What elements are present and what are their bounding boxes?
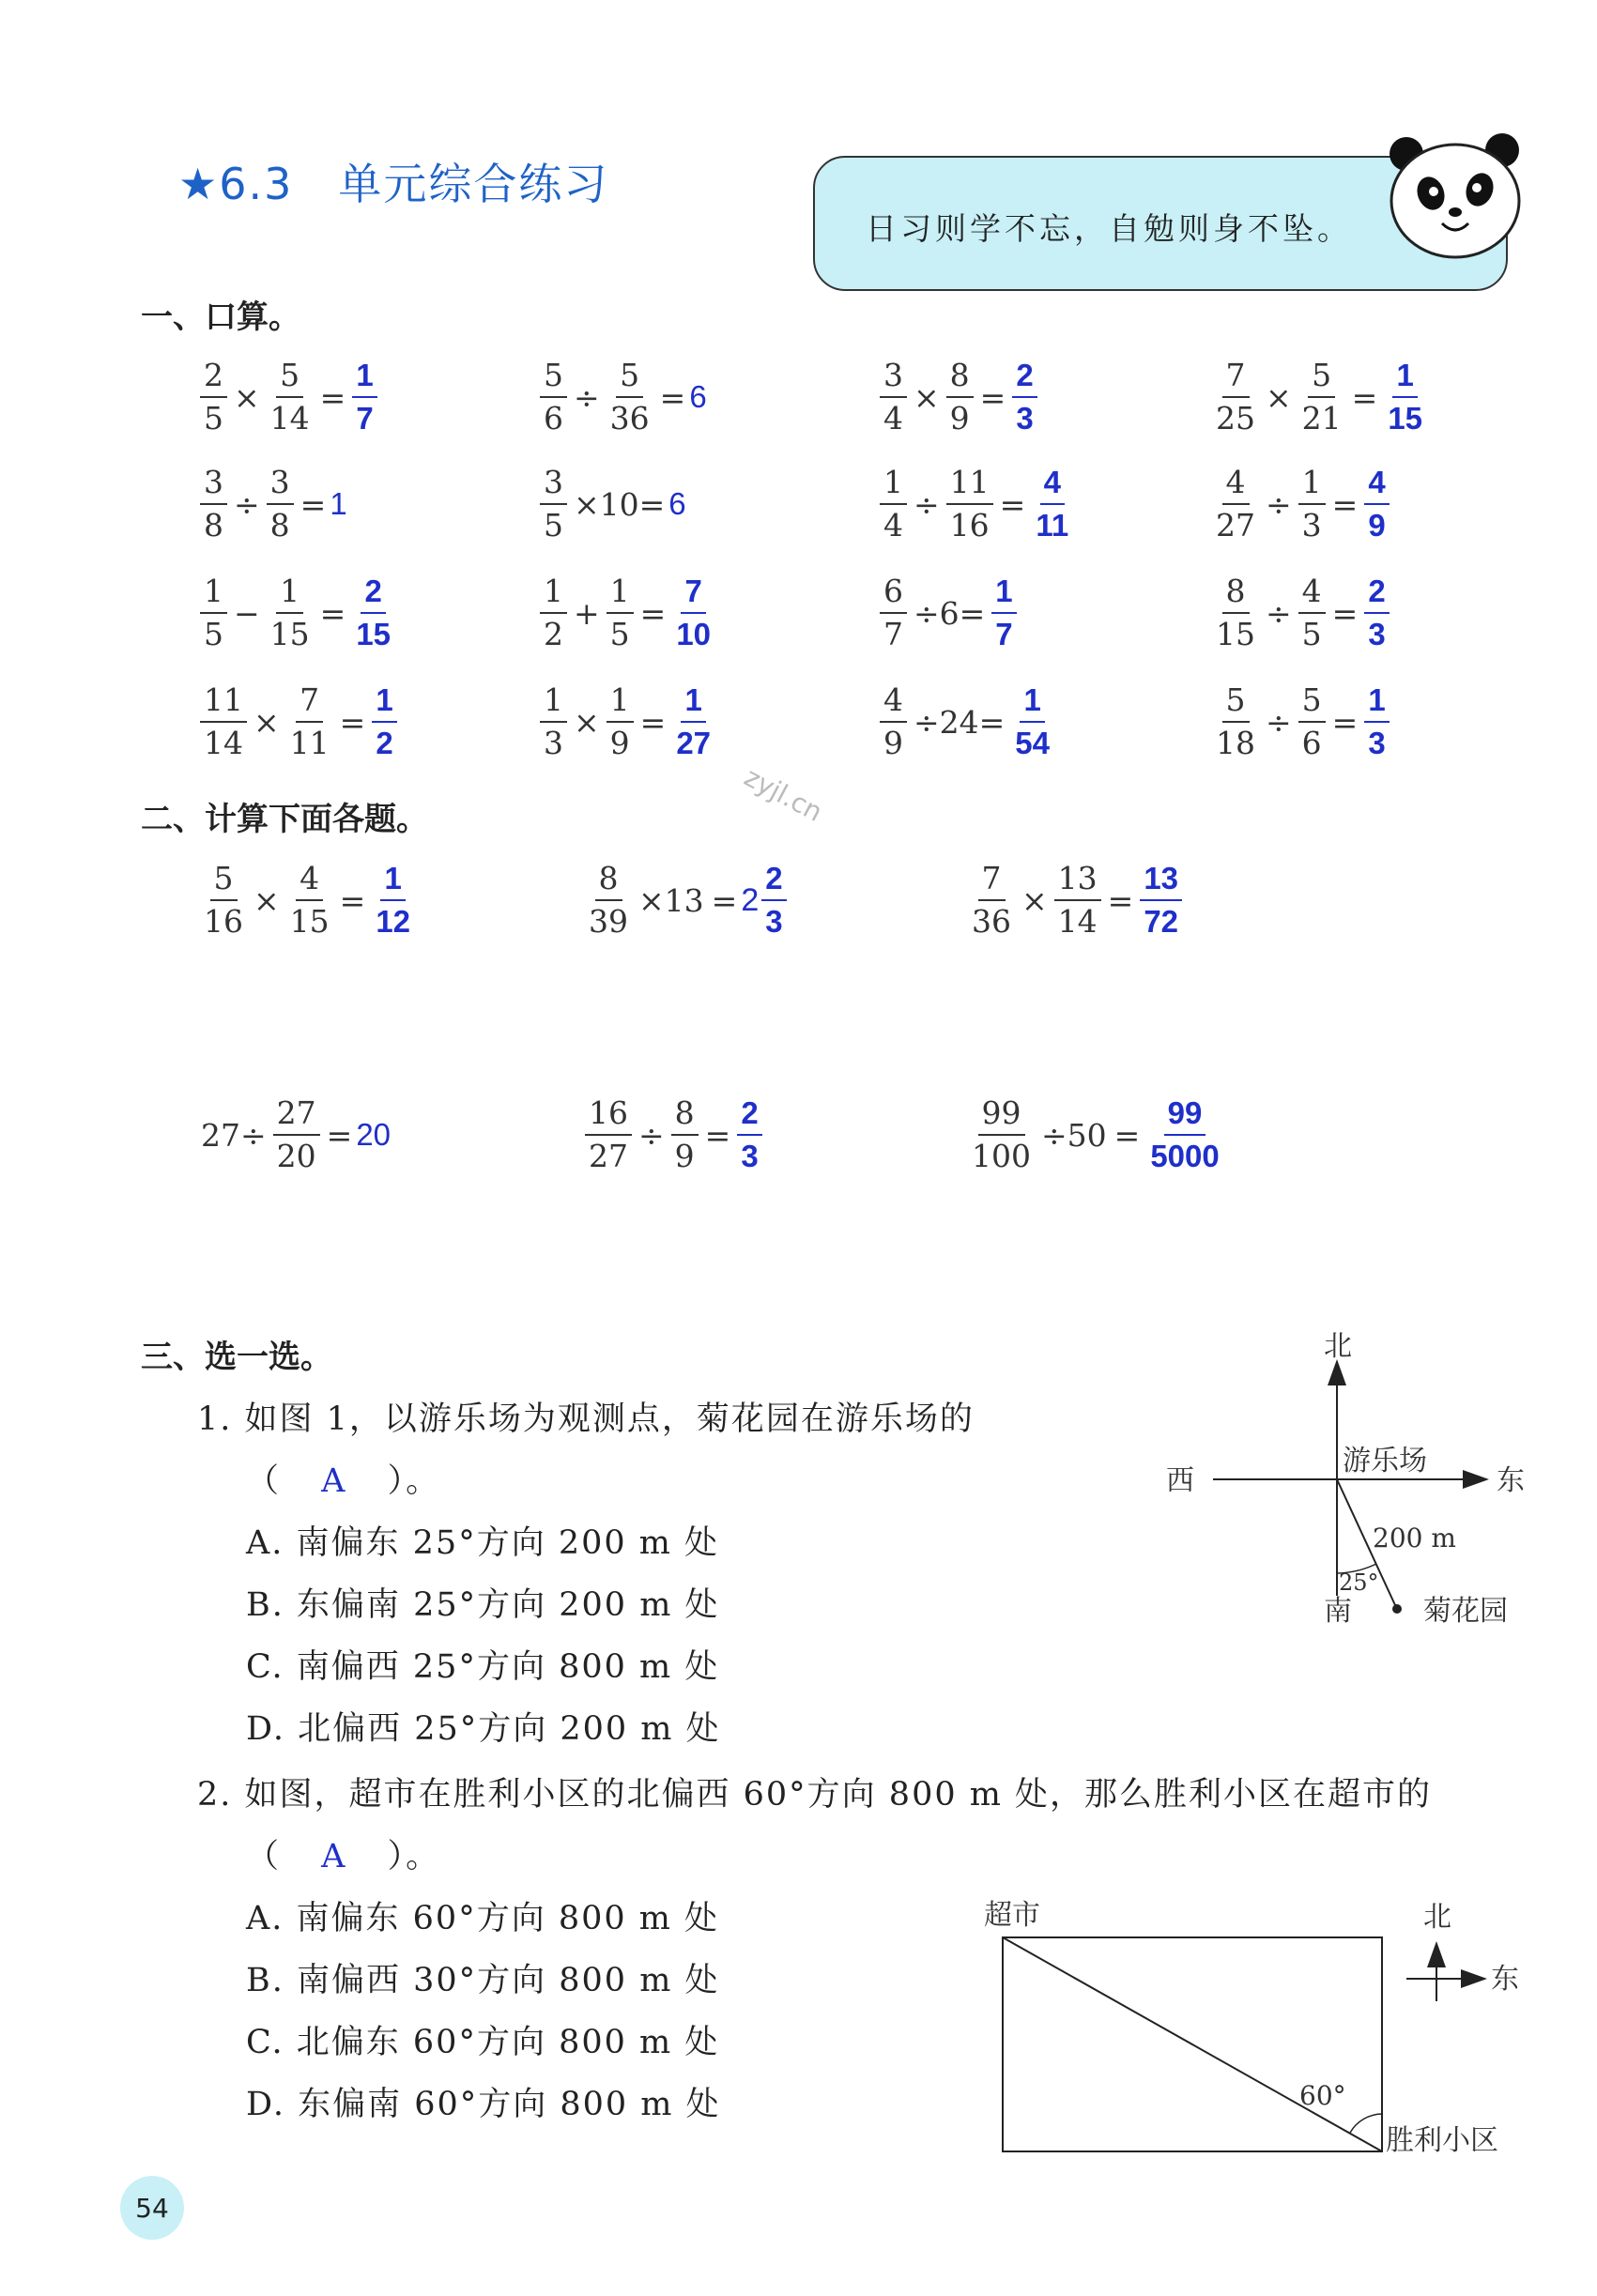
label-center: 游乐场 <box>1343 1445 1427 1477</box>
denominator: 7 <box>883 616 903 652</box>
numerator: 3 <box>880 355 907 398</box>
denominator: 16 <box>949 507 990 543</box>
numerator: 4 <box>880 680 907 723</box>
denominator: 14 <box>204 725 243 761</box>
numerator: 4 <box>1298 571 1326 614</box>
answer-fraction <box>737 1093 761 1177</box>
answer-fraction <box>372 680 396 764</box>
denominator: 9 <box>1368 508 1386 543</box>
label-angle2: 60° <box>1299 2080 1346 2111</box>
operator: ÷6= <box>914 594 986 632</box>
q1-option-c: C. 南偏西 25°方向 800 m 处 <box>246 1648 720 1686</box>
fraction <box>540 571 567 655</box>
fraction <box>1212 571 1259 655</box>
denominator: 5 <box>204 616 223 652</box>
page-title: ★6.3 单元综合练习 <box>178 159 609 209</box>
operator: ×10= <box>574 485 666 523</box>
fraction <box>200 680 247 764</box>
numerator: 1 <box>540 571 567 614</box>
numerator: 2 <box>361 571 385 614</box>
fraction <box>607 571 634 655</box>
target-point <box>1392 1604 1402 1614</box>
operator: = <box>1351 378 1378 416</box>
fraction <box>607 680 634 764</box>
operator: = <box>704 1116 731 1154</box>
fraction <box>880 571 907 655</box>
fraction <box>286 858 333 942</box>
numerator: 4 <box>1040 462 1065 505</box>
q1-compass-figure <box>1155 1314 1549 1652</box>
fraction <box>1298 462 1326 546</box>
numerator: 8 <box>671 1093 699 1136</box>
answer-fraction <box>991 571 1016 655</box>
fraction <box>880 355 907 439</box>
motto-text: 日习则学不忘，自勉则身不坠。 <box>866 210 1352 247</box>
numerator: 27 <box>273 1093 320 1136</box>
fraction <box>273 1093 320 1177</box>
numerator: 2 <box>761 858 786 901</box>
equation <box>1209 355 1429 439</box>
numerator: 99 <box>978 1093 1025 1136</box>
operator: = <box>326 1116 353 1154</box>
q2-option-d: D. 东偏南 60°方向 800 m 处 <box>246 2086 721 2123</box>
operator: × <box>1021 881 1048 919</box>
denominator: 5 <box>204 400 223 436</box>
page-number-badge <box>120 2176 184 2240</box>
label-west: 西 <box>1166 1464 1194 1497</box>
operator: × <box>253 703 280 741</box>
operator: = <box>659 378 686 416</box>
numerator: 6 <box>880 571 907 614</box>
fraction <box>880 462 907 546</box>
section2-heading: 二、计算下面各题。 <box>141 801 428 838</box>
numerator: 5 <box>1222 680 1250 723</box>
denominator: 54 <box>1015 726 1051 760</box>
q2-option-b: B. 南偏西 30°方向 800 m 处 <box>246 1962 720 1999</box>
denominator: 15 <box>356 617 392 651</box>
denominator: 6 <box>544 400 563 436</box>
numerator: 8 <box>595 858 622 901</box>
numerator: 1 <box>607 680 634 723</box>
fraction <box>585 858 632 942</box>
operator: + <box>574 594 600 632</box>
denominator: 8 <box>269 507 290 543</box>
fraction <box>200 462 227 546</box>
numerator: 8 <box>946 355 974 398</box>
numerator: 8 <box>1222 571 1250 614</box>
operator: = <box>1331 594 1359 632</box>
equation <box>1209 462 1392 546</box>
label-north: 北 <box>1324 1330 1352 1363</box>
denominator: 4 <box>883 400 903 436</box>
denominator: 100 <box>972 1138 1031 1174</box>
numerator: 13 <box>1140 858 1182 901</box>
denominator: 3 <box>765 904 783 939</box>
answer-fraction <box>672 571 714 655</box>
denominator: 18 <box>1216 725 1255 761</box>
operator: = <box>339 881 366 919</box>
denominator: 15 <box>269 616 310 652</box>
operator: = <box>339 703 366 741</box>
watermark: zyjl.cn <box>739 761 828 828</box>
operator: = <box>1107 881 1134 919</box>
answer-fraction <box>1146 1093 1222 1177</box>
numerator: 3 <box>267 462 294 505</box>
equation <box>537 680 717 764</box>
numerator: 5 <box>210 858 238 901</box>
denominator: 12 <box>376 904 411 939</box>
label-east2: 东 <box>1491 1963 1519 1996</box>
fraction <box>946 355 974 439</box>
fraction <box>540 680 567 764</box>
denominator: 39 <box>589 903 628 940</box>
fraction <box>607 355 653 439</box>
equation <box>197 858 417 942</box>
operator: = <box>299 485 327 523</box>
numerator: 1 <box>1020 680 1044 723</box>
denominator: 16 <box>204 903 243 940</box>
denominator: 5000 <box>1150 1139 1220 1173</box>
equation <box>197 462 347 546</box>
answer-value: 1 <box>330 486 347 521</box>
numerator: 1 <box>276 571 303 614</box>
answer-fraction <box>372 858 414 942</box>
equation <box>877 571 1020 655</box>
numerator: 4 <box>1364 462 1389 505</box>
fraction <box>968 858 1015 942</box>
numerator: 2 <box>200 355 227 398</box>
numerator: 1 <box>372 680 396 723</box>
operator: ÷ <box>1266 485 1292 523</box>
answer-value: 6 <box>689 379 707 414</box>
operator: ÷24= <box>914 703 1006 741</box>
equation <box>877 462 1075 546</box>
denominator: 15 <box>289 903 330 940</box>
denominator: 36 <box>972 903 1011 940</box>
section1-heading: 一、口算。 <box>141 298 300 336</box>
numerator: 5 <box>1298 680 1326 723</box>
panda-icon <box>1380 131 1530 263</box>
equation <box>965 1093 1226 1177</box>
denominator: 21 <box>1301 400 1342 436</box>
equation <box>197 1093 391 1177</box>
fraction <box>1212 462 1259 546</box>
fraction <box>267 571 314 655</box>
answer-fraction <box>761 858 786 942</box>
denominator: 20 <box>276 1138 316 1174</box>
denominator: 27 <box>676 726 712 760</box>
operator: × <box>914 378 940 416</box>
denominator: 2 <box>544 616 563 652</box>
equation <box>537 462 686 546</box>
q1-option-a: A. 南偏东 25°方向 200 m 处 <box>246 1524 720 1562</box>
denominator: 9 <box>883 725 903 761</box>
numerator: 4 <box>1222 462 1250 505</box>
fraction <box>1212 355 1259 439</box>
numerator: 99 <box>1164 1093 1206 1136</box>
numerator: 4 <box>296 858 323 901</box>
fraction <box>1298 571 1326 655</box>
numerator: 11 <box>946 462 993 505</box>
denominator: 9 <box>674 1138 695 1174</box>
operator: × <box>574 703 600 741</box>
fraction <box>267 462 294 546</box>
equation <box>582 858 790 942</box>
denominator: 8 <box>204 507 223 543</box>
numerator: 1 <box>607 571 634 614</box>
answer-fraction <box>1011 680 1053 764</box>
denominator: 9 <box>949 400 970 436</box>
operator: ÷ <box>914 485 940 523</box>
numerator: 3 <box>200 462 227 505</box>
route-line <box>1003 1937 1382 2151</box>
operator: = <box>1331 703 1359 741</box>
q2-option-c: C. 北偏东 60°方向 800 m 处 <box>246 2024 720 2061</box>
answer-fraction <box>1364 680 1389 764</box>
answer-fraction <box>1012 355 1037 439</box>
numerator: 13 <box>1054 858 1101 901</box>
label-community: 胜利小区 <box>1386 2124 1498 2157</box>
numerator: 7 <box>681 571 705 614</box>
operator: = <box>639 594 667 632</box>
numerator: 5 <box>540 355 567 398</box>
fraction <box>585 1093 632 1177</box>
denominator: 72 <box>1144 904 1179 939</box>
fraction <box>200 858 247 942</box>
answer-fraction <box>1140 858 1182 942</box>
denominator: 5 <box>609 616 630 652</box>
numerator: 1 <box>1364 680 1389 723</box>
denominator: 3 <box>741 1139 759 1173</box>
numerator: 1 <box>540 680 567 723</box>
denominator: 6 <box>1301 725 1322 761</box>
denominator: 11 <box>1036 508 1069 543</box>
fraction <box>1298 355 1345 439</box>
label-supermarket: 超市 <box>984 1899 1040 1932</box>
answer-fraction <box>672 680 714 764</box>
denominator: 14 <box>1057 903 1098 940</box>
q2-option-a: A. 南偏东 60°方向 800 m 处 <box>246 1900 720 1937</box>
denominator: 11 <box>289 725 330 761</box>
denominator: 3 <box>1368 726 1386 760</box>
q1-option-d: D. 北偏西 25°方向 200 m 处 <box>246 1710 721 1748</box>
numerator: 1 <box>880 462 907 505</box>
q2-answer: A <box>321 1838 347 1875</box>
operator: ÷ <box>234 485 260 523</box>
operator: = <box>319 378 346 416</box>
fraction <box>880 680 907 764</box>
operator: = <box>999 485 1026 523</box>
equation <box>1209 571 1392 655</box>
equation <box>1209 680 1392 764</box>
operator: ÷ <box>1266 703 1292 741</box>
label-angle: 25° <box>1339 1569 1379 1596</box>
denominator: 4 <box>883 507 903 543</box>
numerator: 5 <box>616 355 643 398</box>
equation <box>197 355 380 439</box>
equation <box>582 1093 765 1177</box>
numerator: 1 <box>1298 462 1326 505</box>
operator: 27÷ <box>201 1116 267 1154</box>
q2-blank: （ A ）。 <box>246 1838 441 1875</box>
operator: = <box>1331 485 1359 523</box>
numerator: 5 <box>1308 355 1335 398</box>
fraction <box>200 571 227 655</box>
page-number: 54 <box>135 2192 169 2224</box>
answer-fraction <box>1032 462 1072 546</box>
section3-heading: 三、选一选。 <box>141 1339 332 1376</box>
answer-value: 6 <box>668 486 686 521</box>
equation <box>197 680 400 764</box>
equation <box>877 355 1040 439</box>
answer-fraction <box>352 571 394 655</box>
numerator: 1 <box>1392 355 1417 398</box>
fraction <box>540 462 567 546</box>
operator: ×13 <box>638 881 704 919</box>
operator: = <box>639 703 667 741</box>
denominator: 3 <box>1368 617 1386 651</box>
fraction <box>286 680 333 764</box>
numerator: 2 <box>737 1093 761 1136</box>
denominator: 25 <box>1216 400 1255 436</box>
operator: = <box>1113 1116 1141 1154</box>
numerator: 11 <box>200 680 247 723</box>
operator: = <box>319 594 346 632</box>
label-distance: 200 m <box>1373 1523 1456 1554</box>
label-north2: 北 <box>1423 1901 1451 1934</box>
numerator: 1 <box>991 571 1016 614</box>
denominator: 5 <box>1301 616 1322 652</box>
numerator: 2 <box>1012 355 1037 398</box>
denominator: 27 <box>589 1138 628 1174</box>
numerator: 7 <box>978 858 1006 901</box>
label-target: 菊花园 <box>1423 1595 1508 1628</box>
answer-fraction <box>1384 355 1426 439</box>
numerator: 16 <box>585 1093 632 1136</box>
numerator: 7 <box>296 680 323 723</box>
denominator: 36 <box>609 400 650 436</box>
q1-option-b: B. 东偏南 25°方向 200 m 处 <box>246 1586 720 1624</box>
answer-value: 20 <box>356 1117 392 1152</box>
denominator: 7 <box>995 617 1013 651</box>
denominator: 3 <box>1301 507 1322 543</box>
numerator: 1 <box>200 571 227 614</box>
q1-blank: （ A ）。 <box>246 1462 441 1500</box>
numerator: 2 <box>1364 571 1389 614</box>
denominator: 2 <box>376 726 393 760</box>
denominator: 10 <box>676 617 712 651</box>
denominator: 15 <box>1216 616 1255 652</box>
equation <box>965 858 1185 942</box>
denominator: 5 <box>544 507 563 543</box>
denominator: 27 <box>1216 507 1255 543</box>
numerator: 1 <box>380 858 405 901</box>
denominator: 14 <box>269 400 310 436</box>
denominator: 15 <box>1388 401 1423 436</box>
operator: − <box>234 594 260 632</box>
operator: = <box>711 881 738 919</box>
numerator: 7 <box>1222 355 1250 398</box>
numerator: 1 <box>352 355 376 398</box>
answer-fraction <box>1364 571 1389 655</box>
operator: × <box>1266 378 1292 416</box>
numerator: 3 <box>540 462 567 505</box>
q1-answer: A <box>321 1462 347 1500</box>
denominator: 9 <box>609 725 630 761</box>
operator: ÷ <box>638 1116 665 1154</box>
numerator: 1 <box>681 680 705 723</box>
operator: ÷50 <box>1041 1116 1107 1154</box>
fraction <box>946 462 993 546</box>
operator: × <box>234 378 260 416</box>
fraction <box>968 1093 1035 1177</box>
fraction <box>540 355 567 439</box>
denominator: 3 <box>1016 401 1034 436</box>
denominator: 7 <box>356 401 374 436</box>
answer-whole: 2 <box>741 881 760 918</box>
equation <box>537 571 717 655</box>
fraction <box>1298 680 1326 764</box>
q2-stem: 2. 如图，超市在胜利小区的北偏西 60°方向 800 m 处，那么胜利小区在超市的 <box>197 1776 1433 1814</box>
operator: ÷ <box>574 378 600 416</box>
equation <box>877 680 1056 764</box>
equation <box>197 571 397 655</box>
label-south: 南 <box>1324 1595 1352 1628</box>
operator: × <box>253 881 280 919</box>
fraction <box>671 1093 699 1177</box>
numerator: 5 <box>276 355 303 398</box>
operator: ÷ <box>1266 594 1292 632</box>
fraction <box>1212 680 1259 764</box>
operator: = <box>979 378 1006 416</box>
label-east: 东 <box>1497 1464 1525 1497</box>
denominator: 3 <box>544 725 563 761</box>
equation <box>537 355 707 439</box>
q2-map-figure <box>958 1887 1559 2168</box>
q1-stem: 1. 如图 1，以游乐场为观测点，菊花园在游乐场的 <box>197 1401 975 1438</box>
fraction <box>1054 858 1101 942</box>
answer-fraction <box>352 355 376 439</box>
fraction <box>267 355 314 439</box>
fraction <box>200 355 227 439</box>
answer-fraction <box>1364 462 1389 546</box>
